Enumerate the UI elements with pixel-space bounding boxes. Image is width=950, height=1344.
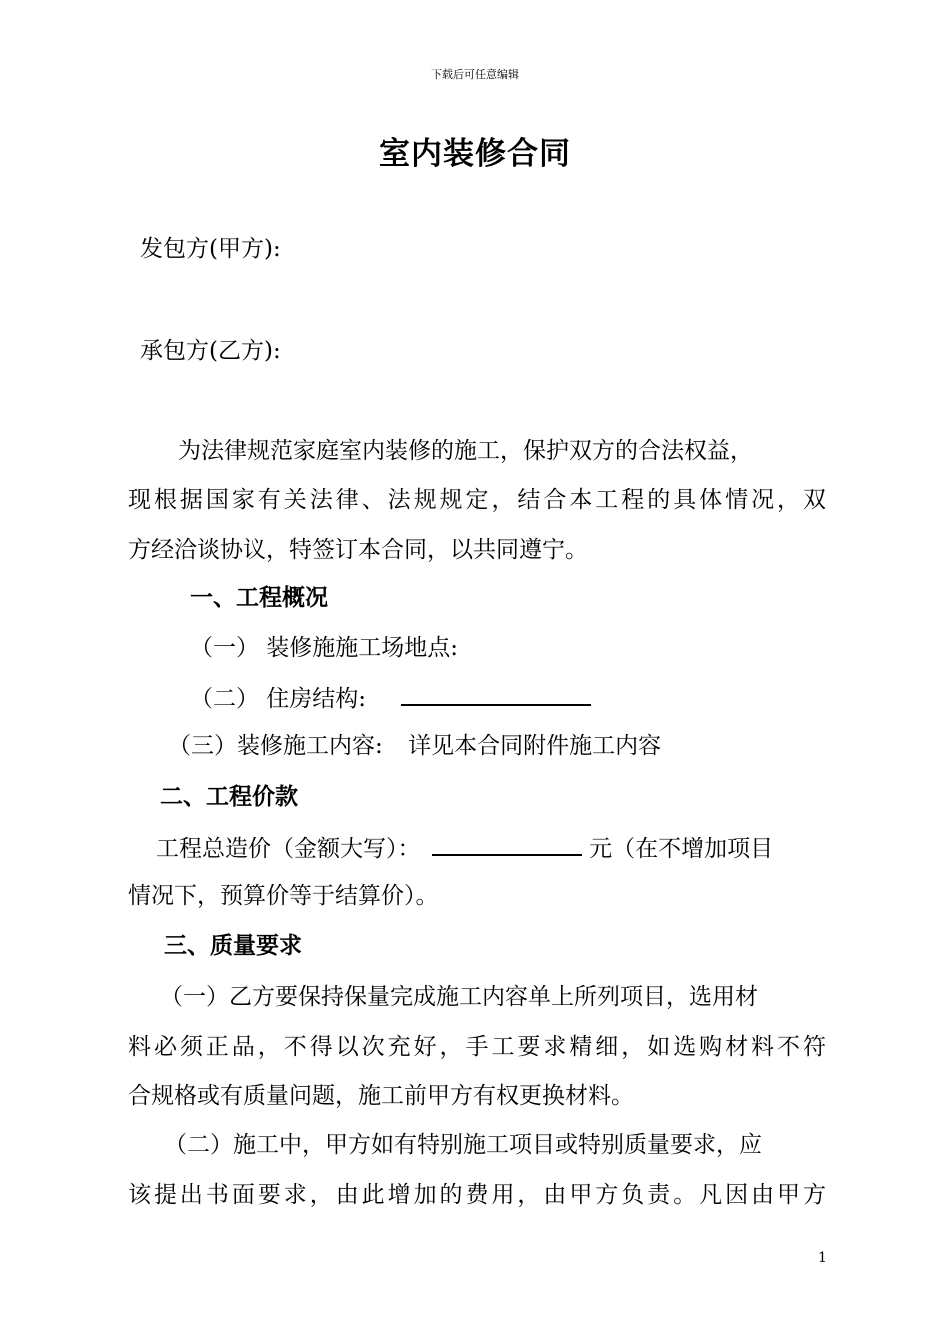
party-a-label: 发包方(甲方): <box>140 236 281 262</box>
quality-para-line: （一）乙方要保持保量完成施工内容单上所列项目，选用材 <box>160 984 758 1010</box>
section-heading: 一、工程概况 <box>190 585 328 611</box>
page-number: 1 <box>818 1250 827 1266</box>
site-location-item: （一） 装修施施工场地点: <box>190 635 459 661</box>
total-price-label: 工程总造价（金额大写）： <box>156 836 421 862</box>
section-heading: 二、工程价款 <box>160 784 298 810</box>
housing-structure-label: （二） 住房结构: <box>190 686 367 712</box>
housing-structure-item <box>190 682 591 714</box>
quality-para-line: （二）施工中，甲方如有特别施工项目或特别质量要求，应 <box>164 1132 762 1158</box>
construction-content-item <box>168 731 661 761</box>
construction-content-value: 详见本合同附件施工内容 <box>408 733 662 759</box>
housing-structure-blank <box>401 682 591 706</box>
intro-line: 为法律规范家庭室内装修的施工，保护双方的合法权益， <box>178 438 753 464</box>
intro-line: 现根据国家有关法律、法规规定，结合本工程的具体情况，双 <box>128 487 826 513</box>
section-heading: 三、质量要求 <box>164 933 302 959</box>
total-price-note: 情况下，预算价等于结算价）。 <box>128 883 439 909</box>
party-b-label: 承包方(乙方): <box>140 338 281 364</box>
header-note: 下载后可任意编辑 <box>431 68 519 81</box>
total-price-blank <box>432 832 582 856</box>
intro-line: 方经洽谈协议，特签订本合同，以共同遵宁。 <box>128 537 588 563</box>
quality-para-line: 合规格或有质量问题，施工前甲方有权更换材料。 <box>128 1083 634 1109</box>
quality-para-line: 料必须正品，不得以次充好，手工要求精细，如选购材料不符 <box>128 1034 826 1060</box>
construction-content-label: （三）装修施工内容: <box>168 733 383 759</box>
page-title: 室内装修合同 <box>379 136 571 172</box>
total-price-line <box>156 832 773 864</box>
quality-para-line: 该提出书面要求，由此增加的费用，由甲方负责。凡因由甲方 <box>128 1182 826 1208</box>
total-price-suffix: 元（在不增加项目 <box>589 836 774 862</box>
